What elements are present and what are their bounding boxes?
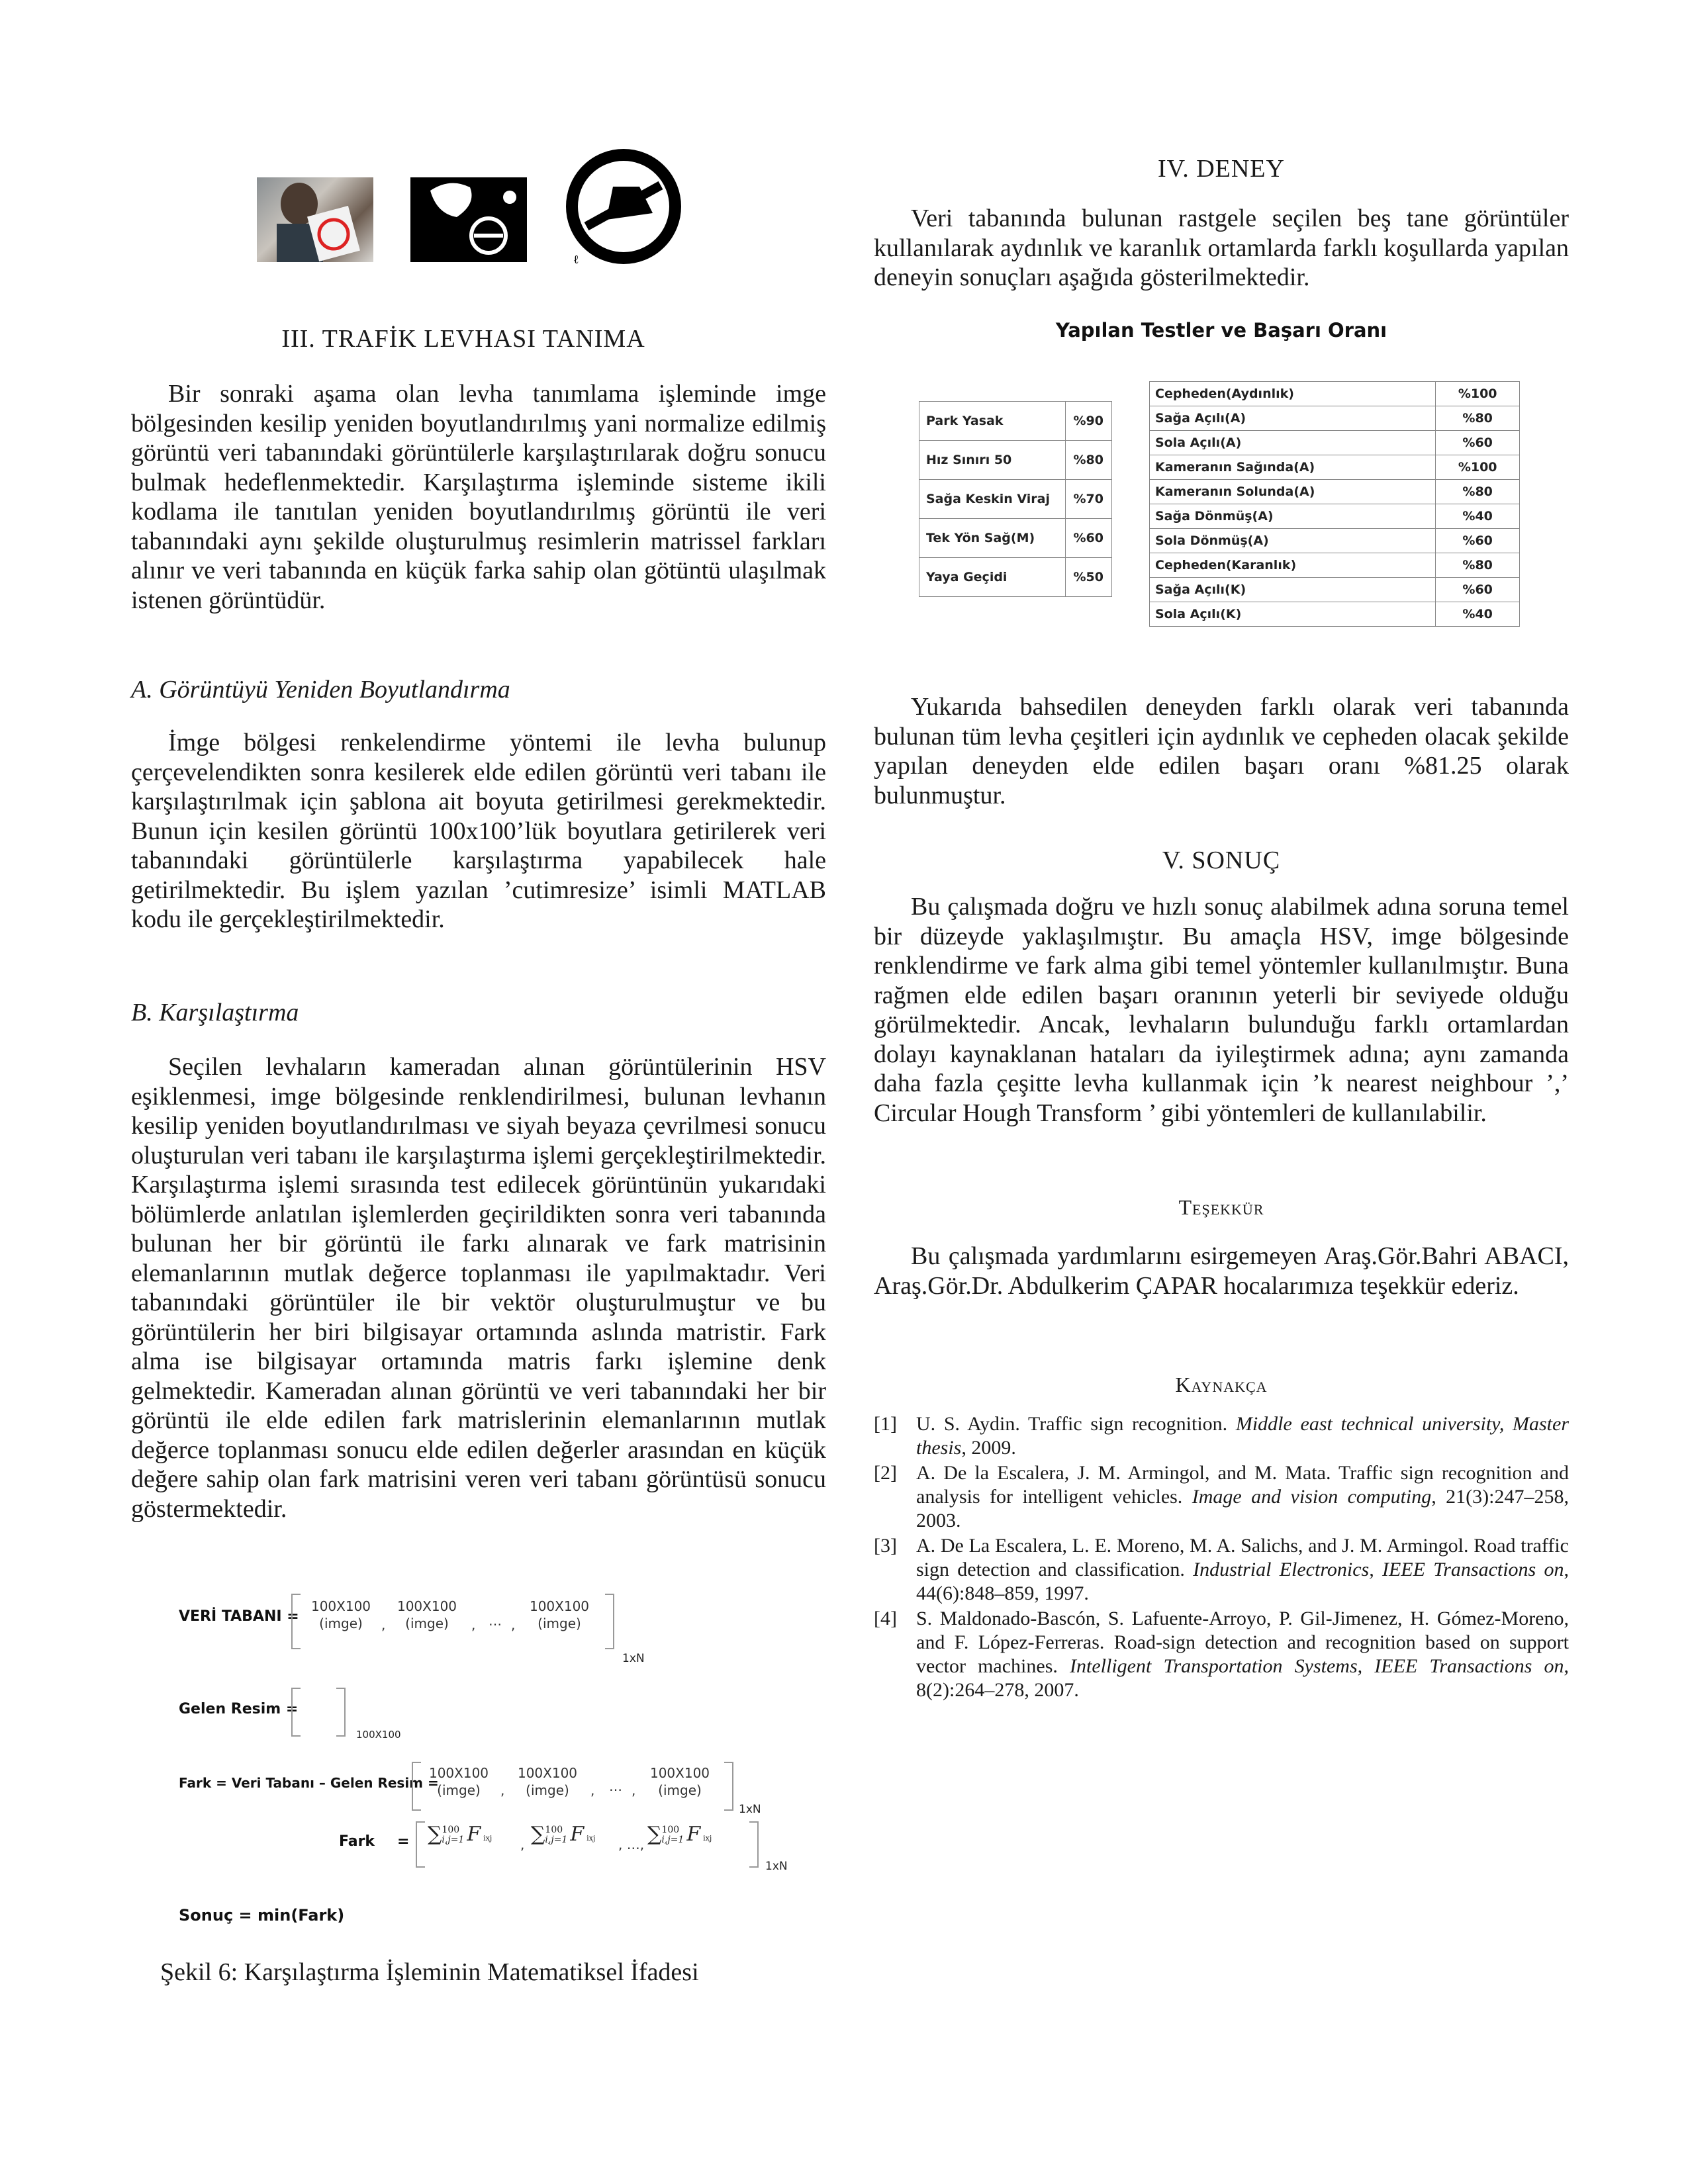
reference-number: [1] — [874, 1413, 897, 1435]
bracket-right — [749, 1821, 759, 1868]
table-row — [1150, 553, 1520, 578]
ellipsis: … — [609, 1778, 622, 1794]
ellipsis: … — [489, 1613, 502, 1629]
dimension-label: 1xN — [765, 1860, 788, 1873]
comma: , — [511, 1617, 516, 1633]
comma: , — [471, 1617, 476, 1633]
sum-upper: 100 — [442, 1825, 460, 1835]
table-cell-value: %90 — [1065, 402, 1111, 441]
dimension-label: 100X100 — [356, 1729, 401, 1741]
binary-image — [410, 177, 527, 262]
sum-lower: i,j=1 — [442, 1835, 465, 1845]
reference-venue: Intelligent Transportation Systems, IEEE Transactions on — [1070, 1655, 1564, 1677]
table-row — [1150, 455, 1520, 480]
subscript: ixj — [483, 1834, 492, 1843]
reference-item — [874, 1461, 1569, 1533]
subscript: ixj — [703, 1834, 712, 1843]
reference-venue: Image and vision computing — [1192, 1486, 1432, 1508]
table-cell-name: Cepheden(Karanlık) — [1150, 553, 1436, 578]
f-symbol: F — [686, 1823, 701, 1846]
reference-tail: , 44(6):848–859, 1997. — [916, 1559, 1569, 1604]
subsection-a-paragraph: İmge bölgesi renkelendirme yöntemi ile levha bulunup çerçevelendikten sonra kesilerek elde edilen görüntü veri tabanı ile karşılaştırılmak için şablona ait boyuta getirilmesi gerekmektedir. Bunun için kesilen görüntü 100x100’lük boyutlara getirilerek veri tabanındaki görüntülerle karşılaştırma yapabilecek hale getirilmektedir. Bu işlem yazılan ’cutimresize’ isimli MATLAB kodu ile gerçekleştirilmektedir. — [131, 729, 826, 933]
sum-symbol: ∑ — [428, 1823, 442, 1846]
table-cell-value: %50 — [1065, 558, 1111, 597]
reference-item — [874, 1607, 1569, 1702]
db-cell-1 — [305, 1598, 377, 1632]
table-cell-value: %60 — [1436, 431, 1520, 455]
reference-text: A. De la Escalera, J. M. Armingol, and M. Mata. Traffic sign recognition and analysis for intelligent vehicles. — [916, 1462, 1569, 1508]
sum-term-2 — [531, 1823, 595, 1846]
cell-size: 100X100 — [397, 1598, 457, 1614]
results-table-1 — [919, 401, 1112, 597]
bracket-right — [605, 1594, 614, 1649]
reference-item — [874, 1412, 1569, 1460]
table-cell-name: Sola Dönmüş(A) — [1150, 529, 1436, 553]
bracket-left — [412, 1762, 421, 1811]
sum-symbol: ∑ — [531, 1823, 545, 1846]
subsection-b-title: B. Karşılaştırma — [131, 999, 299, 1026]
bracket-left — [416, 1821, 425, 1868]
comma: , — [632, 1782, 636, 1798]
subsection-b-paragraph: Seçilen levhaların kameradan alınan görüntülerinin HSV eşiklenmesi, imge bölgesinde renklendirilmesi, bulunan levhanın kesilip yeniden boyutlandırılması ve siyah beyaza çevrilmesi sonucu oluşturulan veri tabanı ile karşılaştırma işlemi gerçekleştirilmektedir. Karşılaştırma işlemi sırasında test edilecek görüntünün yukarıdaki bölümlerde anlatılan işlemlerden geçirildikten sonra veri tabanında bulunan her bir görüntü ile farkı alınarak ve fark matrisinin elemanlarının mutlak değerce toplanması ile yapılmaktadır. Veri tabanındaki görüntüler ile bir vektör oluşturulmuştur ve bu görüntülerin her biri bilgisayar ortamında aslında matristir. Fark alma ise bilgisayar ortamında matris farkı işlemine denk gelmektedir. Kameradan alınan görüntü ve veri tabanındaki her bir görüntü ile elde edilen fark matrislerinin elemanlarının mutlak değerce toplanması sonucu elde edilen değerler arasından en küçük değere sahip olan fark matrisini veren veri tabanı görüntüsü sonucu göstermektedir. — [131, 1053, 826, 1523]
table-row — [1150, 480, 1520, 504]
table-cell-name: Cepheden(Aydınlık) — [1150, 382, 1436, 406]
db-cell-2 — [391, 1598, 463, 1632]
subsection-a-title: A. Görüntüyü Yeniden Boyutlandırma — [131, 676, 510, 704]
table-cell-name: Park Yasak — [919, 402, 1066, 441]
table-cell-value: %60 — [1436, 529, 1520, 553]
bracket-left — [291, 1594, 301, 1649]
f-symbol: F — [467, 1823, 481, 1846]
table-cell-value: %70 — [1065, 480, 1111, 519]
dimension-label: 1xN — [622, 1652, 645, 1665]
comma: , — [590, 1782, 595, 1798]
comma: , — [520, 1837, 525, 1852]
table-cell-value: %80 — [1436, 480, 1520, 504]
table-cell-name: Sağa Açılı(K) — [1150, 578, 1436, 602]
table-cell-name: Tek Yön Sağ(M) — [919, 519, 1066, 558]
table-cell-name: Hız Sınırı 50 — [919, 441, 1066, 480]
table-cell-name: Yaya Geçidi — [919, 558, 1066, 597]
reference-text: U. S. Aydin. Traffic sign recognition. — [916, 1413, 1228, 1435]
table-cell-value: %40 — [1436, 504, 1520, 529]
gelen-resim-label: Gelen Resim = — [179, 1701, 299, 1717]
f-symbol: F — [570, 1823, 585, 1846]
reference-venue: Industrial Electronics, IEEE Transactions on — [1193, 1559, 1564, 1580]
fark-label: Fark — [339, 1833, 375, 1850]
diff-cell-2 — [511, 1764, 584, 1799]
comma: , — [500, 1782, 505, 1798]
table-cell-value: %80 — [1065, 441, 1111, 480]
separator: , …, — [618, 1837, 645, 1852]
table-row — [1150, 431, 1520, 455]
table-row — [919, 558, 1112, 597]
reference-tail: , 2009. — [961, 1437, 1016, 1459]
cell-img: (imge) — [437, 1782, 481, 1798]
references-list — [874, 1412, 1569, 1702]
cropped-sign-image — [560, 147, 683, 266]
reference-text: S. Maldonado-Bascón, S. Lafuente-Arroyo, P. Gil-Jimenez, H. Gómez-Moreno, and F. López-Ferreras. Road-sign detection and recognition based on support vector machines. — [916, 1608, 1569, 1677]
section5-paragraph: Bu çalışmada doğru ve hızlı sonuç alabilmek adına soruna temel bir düzeyde yaklaşılmıştır. Bu amaçla HSV, imge bölgesinde renklendirme ve fark alma gibi temel yöntemler kullanılmıştır. Buna rağmen elde edilen başarı oranının yeterli bir seviyede olduğu görülmektedir. Ancak, levhaların bulunduğu farklı ortamlardan dolayı kaynaklanan hataları da iyileştirmek adına; aynı zamanda daha fazla çeşitte levha kullanmak için ’k nearest neighbour ’,’ Circular Hough Transform ’ gibi yöntemleri de kullanılabilir. — [874, 893, 1569, 1127]
reference-item — [874, 1534, 1569, 1606]
cell-size: 100X100 — [517, 1765, 578, 1781]
table-cell-value: %60 — [1436, 578, 1520, 602]
cell-size: 100X100 — [649, 1765, 710, 1781]
table-title: Yapılan Testler ve Başarı Oranı — [1055, 319, 1387, 341]
reference-tail: , 8(2):264–278, 2007. — [916, 1655, 1570, 1701]
table-row — [919, 441, 1112, 480]
reference-number: [2] — [874, 1462, 897, 1484]
reference-number: [4] — [874, 1608, 897, 1629]
diff-cell-1 — [422, 1764, 495, 1799]
section4-paragraph: Veri tabanında bulunan rastgele seçilen beş tane görüntüler kullanılarak aydınlık ve karanlık ortamlarda farklı koşullarda yapılan deneyin sonuçları aşağıda gösterilmektedir. — [874, 205, 1569, 291]
reference-venue: Middle east technical university, Master thesis — [916, 1413, 1570, 1459]
bracket-left — [291, 1688, 301, 1737]
sum-upper: 100 — [661, 1825, 680, 1835]
formula-figure — [172, 1588, 834, 1946]
table-cell-value: %60 — [1065, 519, 1111, 558]
table-cell-name: Sola Açılı(A) — [1150, 431, 1436, 455]
cell-img: (imge) — [405, 1615, 449, 1631]
table-row — [1150, 529, 1520, 553]
table-cell-value: %40 — [1436, 602, 1520, 627]
cell-size: 100X100 — [310, 1598, 371, 1614]
acknowledgment-title: Teşekkür — [1178, 1195, 1264, 1219]
dimension-label: 1xN — [739, 1803, 761, 1816]
bracket-right — [336, 1688, 346, 1737]
table-row — [1150, 602, 1520, 627]
cell-size: 100X100 — [529, 1598, 590, 1614]
fark-equation-label: Fark = Veri Tabanı – Gelen Resim = — [179, 1775, 439, 1791]
figure-caption: Şekil 6: Karşılaştırma İşleminin Matematiksel İfadesi — [160, 1958, 699, 1986]
cell-img: (imge) — [658, 1782, 702, 1798]
section-title-deney: IV. DENEY — [1158, 155, 1285, 183]
results-table-2 — [1149, 381, 1520, 627]
section-title-sonuc: V. SONUÇ — [1162, 846, 1281, 874]
subscript: ixj — [586, 1834, 596, 1843]
table-cell-name: Kameranın Solunda(A) — [1150, 480, 1436, 504]
table-cell-name: Kameranın Sağında(A) — [1150, 455, 1436, 480]
table-cell-value: %100 — [1436, 455, 1520, 480]
cell-img: (imge) — [538, 1615, 581, 1631]
table-cell-value: %100 — [1436, 382, 1520, 406]
cell-size: 100X100 — [428, 1765, 489, 1781]
table-cell-name: Sağa Açılı(A) — [1150, 406, 1436, 431]
diff-cell-n — [643, 1764, 716, 1799]
table-cell-name: Sağa Dönmüş(A) — [1150, 504, 1436, 529]
table-row — [1150, 578, 1520, 602]
table-row — [919, 402, 1112, 441]
cell-img: (imge) — [319, 1615, 363, 1631]
table-row — [919, 519, 1112, 558]
sum-symbol: ∑ — [647, 1823, 662, 1846]
comma: , — [381, 1617, 386, 1633]
section3-paragraph: Bir sonraki aşama olan levha tanımlama işleminde imge bölgesinden kesilip yeniden boyutlandırılmış yani normalize edilmiş görüntü veri tabanındaki görüntülerle karşılaştırılarak doğru sonucu bulmak hedeflenmektedir. Karşılaştırma işleminde sisteme ikili kodlama ile tanıtılan yeniden boyutlandırılmış görüntü ile veri tabanındaki aynı şekilde oluşturulmuş resimlerin matrissel farkları alınır ve veri tabanında en küçük farka sahip olan götüntü ulaşılmak istenen görüntüdür. — [131, 380, 826, 614]
db-cell-n — [523, 1598, 596, 1632]
table-row — [1150, 406, 1520, 431]
table-row — [1150, 382, 1520, 406]
sum-term-1 — [428, 1823, 492, 1846]
table-cell-name: Sola Açılı(K) — [1150, 602, 1436, 627]
camera-photo-image — [257, 177, 373, 262]
veri-tabani-label: VERİ TABANI = — [179, 1608, 299, 1625]
result-paragraph: Yukarıda bahsedilen deneyden farklı olarak veri tabanında bulunan tüm levha çeşitleri için aydınlık ve cepheden olacak şekilde yapılan deneyden elde edilen başarı oranı %81.25 olarak bulunmuştur. — [874, 693, 1569, 809]
table-cell-value: %80 — [1436, 553, 1520, 578]
table-cell-value: %80 — [1436, 406, 1520, 431]
references-title: Kaynakça — [1175, 1373, 1268, 1396]
sum-term-n — [647, 1823, 712, 1846]
sum-lower: i,j=1 — [661, 1835, 684, 1845]
table-row — [1150, 504, 1520, 529]
reference-text: A. De La Escalera, L. E. Moreno, M. A. Salichs, and J. M. Armingol. Road traffic sign detection and classification. — [916, 1535, 1569, 1580]
table-cell-name: Sağa Keskin Viraj — [919, 480, 1066, 519]
sonuc-label: Sonuç = min(Fark) — [179, 1906, 345, 1925]
table-row — [919, 480, 1112, 519]
reference-number: [3] — [874, 1535, 897, 1557]
svg-text:ℓ: ℓ — [573, 253, 579, 266]
section-title-trafik-levhasi: III. TRAFİK LEVHASI TANIMA — [281, 325, 645, 353]
sum-upper: 100 — [545, 1825, 563, 1835]
reference-tail: , 21(3):247–258, 2003. — [916, 1486, 1569, 1531]
sum-lower: i,j=1 — [545, 1835, 568, 1845]
equals-sign: = — [397, 1833, 410, 1850]
bracket-right — [724, 1762, 733, 1811]
cell-img: (imge) — [526, 1782, 569, 1798]
acknowledgment-paragraph: Bu çalışmada yardımlarını esirgemeyen Araş.Gör.Bahri ABACI, Araş.Gör.Dr. Abdulkerim ÇAPAR hocalarımıza teşekkür ederiz. — [874, 1242, 1569, 1300]
